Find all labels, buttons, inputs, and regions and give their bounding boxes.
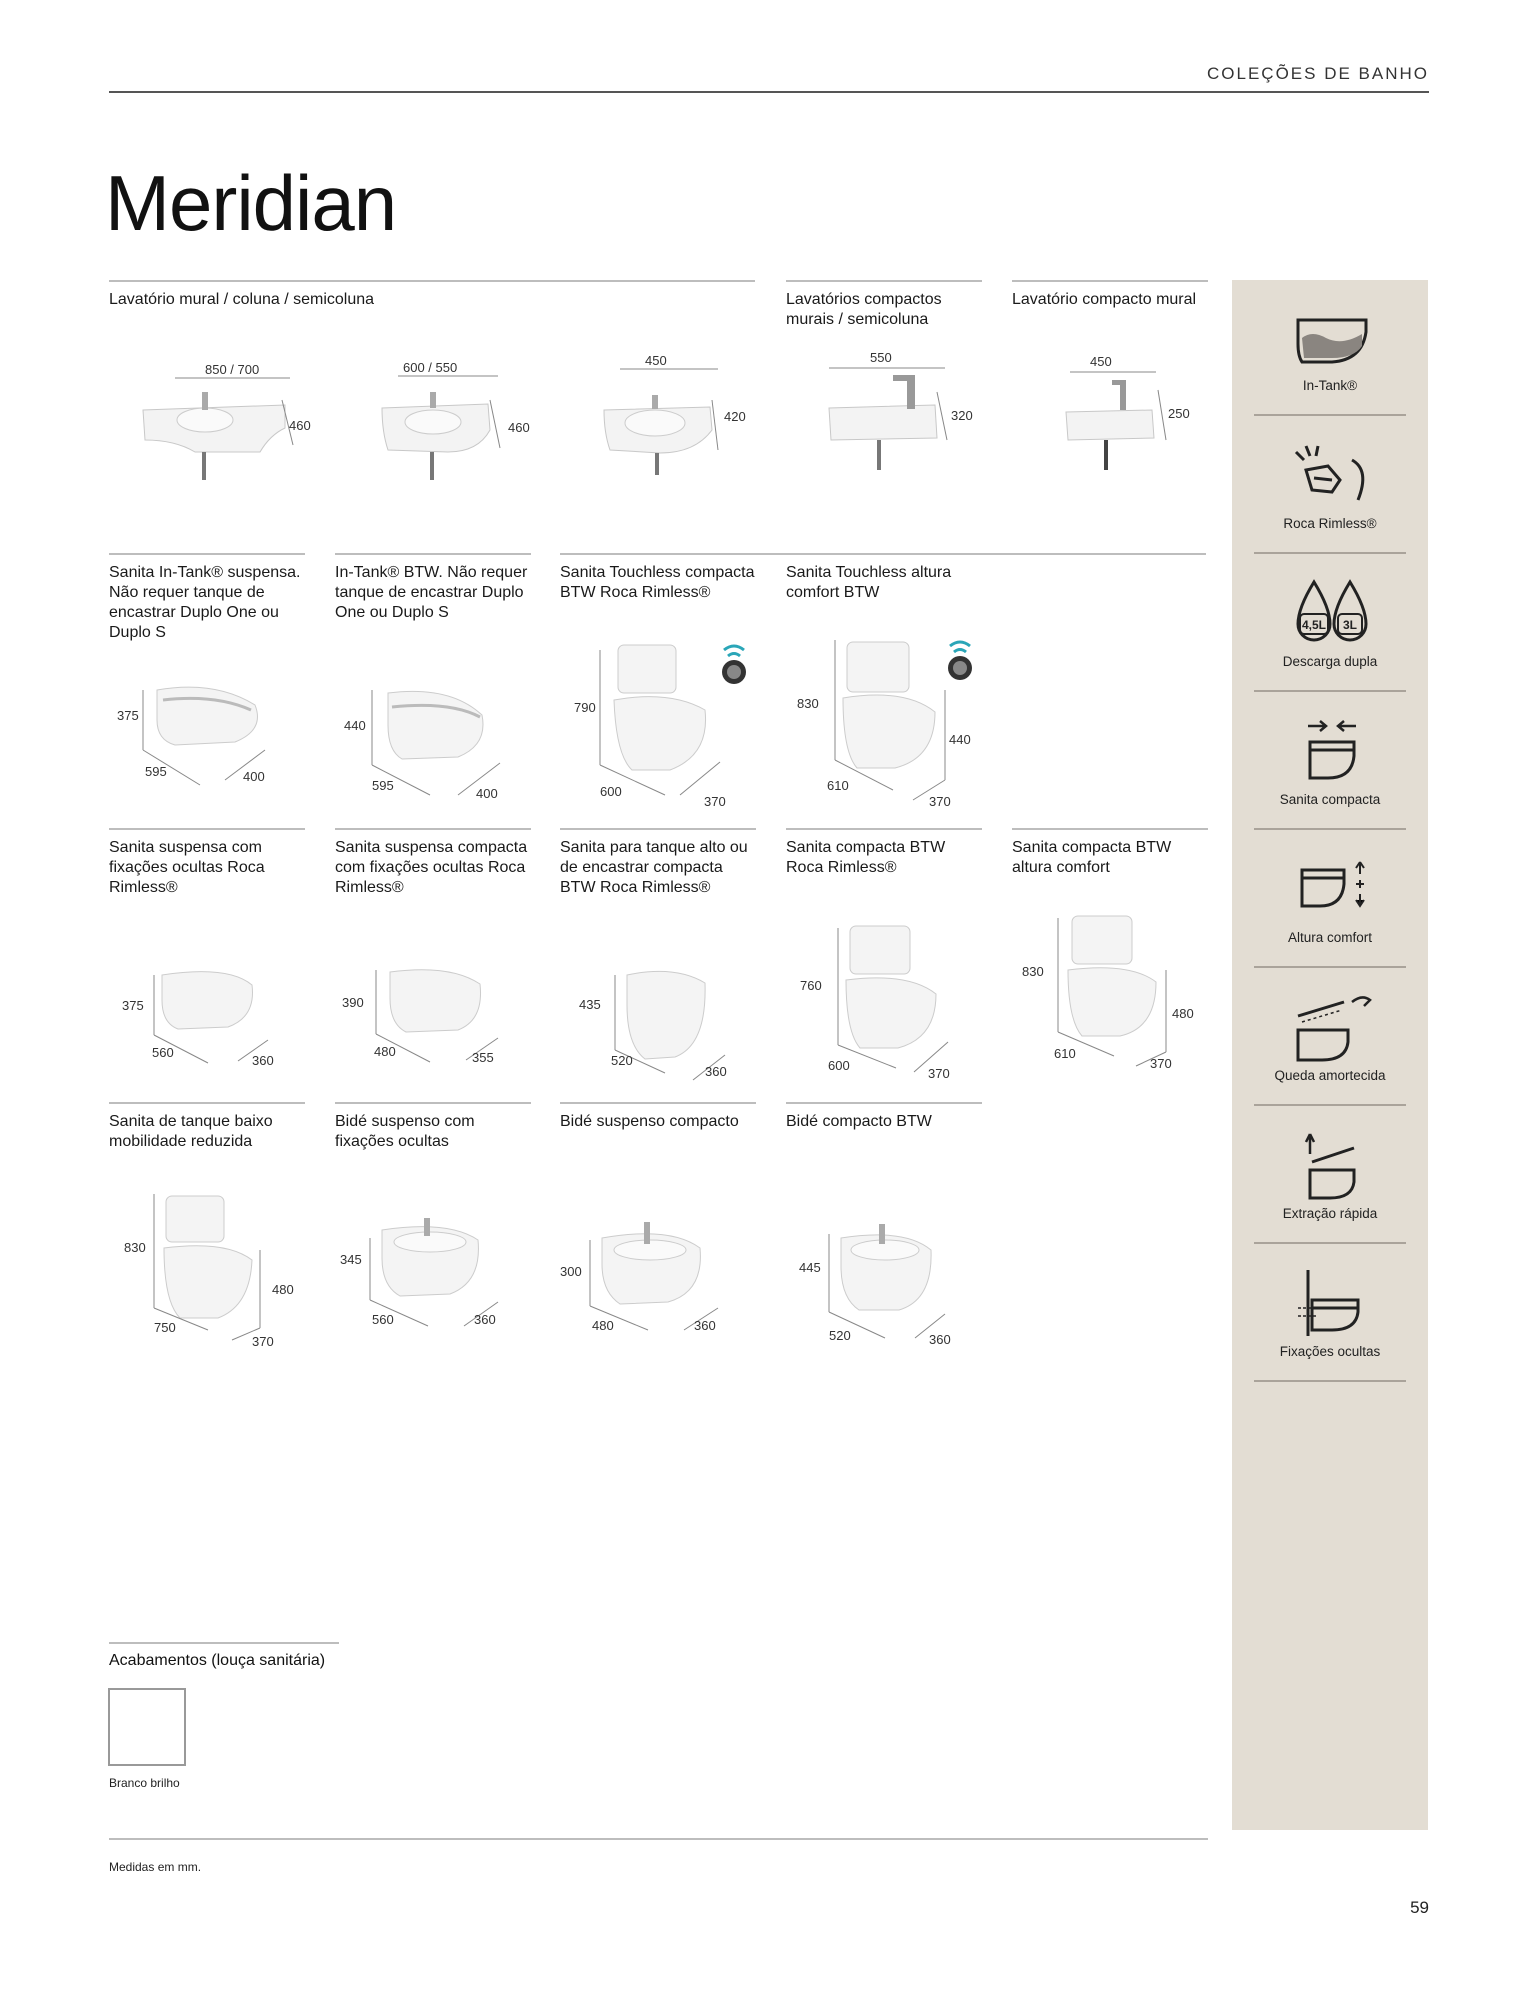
dual-flush-badge-2: 3L	[1342, 618, 1358, 632]
feature-quick-release-label: Extração rápida	[1282, 1206, 1378, 1221]
bidet-hidden-fix-drawing	[338, 1210, 528, 1340]
r3-4-w: 520	[829, 1328, 851, 1343]
feature-dual-flush	[1254, 556, 1406, 694]
r3-2-w: 560	[372, 1312, 394, 1327]
feature-rimless-label: Roca Rimless®	[1283, 516, 1377, 531]
t5-h: 375	[122, 998, 144, 1013]
basin-5-depth: 250	[1168, 406, 1190, 421]
toilet-intank-drawing	[115, 680, 305, 790]
basin-2-width: 600 / 550	[403, 360, 458, 375]
r3-1-d: 370	[252, 1334, 274, 1349]
row1-rule-3	[560, 553, 1206, 555]
toilet-high-tank-drawing	[575, 965, 765, 1090]
t9-h: 830	[1022, 964, 1044, 979]
row3-rule-2	[335, 1102, 531, 1104]
t3-h: 790	[574, 700, 596, 715]
r3-2-d: 360	[474, 1312, 496, 1327]
basin-compact-450-drawing	[1060, 352, 1220, 482]
finishes-title: Acabamentos (louça sanitária)	[109, 1652, 326, 1669]
toilet-compact-btw-drawing	[798, 920, 988, 1090]
t4-h: 830	[797, 696, 819, 711]
row3-rule-4	[786, 1102, 982, 1104]
measurement-note: Medidas em mm.	[109, 1860, 202, 1874]
toilet-reduced-mobility-label: Sanita de tanque baixo mobilidade reduzida	[109, 1113, 273, 1150]
toilet-touchless-comfort-drawing	[795, 630, 995, 810]
row2-rule-4	[786, 828, 982, 830]
basin-4-width: 550	[870, 350, 892, 365]
r3-1-h: 830	[124, 1240, 146, 1255]
r3-1-extra: 480	[272, 1282, 294, 1297]
page-title: Meridian	[105, 159, 397, 247]
t6-h: 390	[342, 995, 364, 1010]
feature-divider	[1254, 690, 1406, 692]
bidet-hidden-fix-label: Bidé suspenso com fixações ocultas	[335, 1113, 475, 1150]
toilet-reduced-mobility-drawing	[120, 1190, 310, 1355]
basin-label-4: Lavatórios compactos murais / semicoluna	[786, 291, 942, 328]
t5-w: 560	[152, 1045, 174, 1060]
toilet-intank-btw-drawing	[340, 685, 530, 800]
row2-rule-5	[1012, 828, 1208, 830]
t1-w: 595	[145, 764, 167, 779]
feature-divider	[1254, 1242, 1406, 1244]
toilet-intank-label: Sanita In-Tank® suspensa. Não requer tanque de encastrar Duplo One ou Duplo S	[109, 564, 301, 641]
footer-rule	[109, 1838, 1208, 1840]
toilet-hidden-fix-label: Sanita suspensa com fixações ocultas Roca Rimless®	[109, 839, 265, 896]
toilet-compact-btw-label: Sanita compacta BTW Roca Rimless®	[786, 839, 946, 876]
toilet-touchless-comfort-label: Sanita Touchless altura comfort BTW	[786, 564, 952, 601]
feature-soft-close-label: Queda amortecida	[1274, 1068, 1386, 1083]
feature-divider	[1254, 828, 1406, 830]
basin-850-drawing	[135, 360, 325, 490]
feature-quick-release	[1254, 1108, 1406, 1246]
t7-d: 360	[705, 1064, 727, 1079]
basin-label-1: Lavatório mural / coluna / semicoluna	[109, 291, 375, 308]
r3-3-w: 480	[592, 1318, 614, 1333]
r3-4-d: 360	[929, 1332, 951, 1347]
quick-release-icon	[1292, 1130, 1372, 1200]
row2-rule-1	[109, 828, 305, 830]
toilet-compact-hidden-fix-label: Sanita suspensa compacta com fixações ocultas Roca Rimless®	[335, 839, 528, 896]
t2-w: 595	[372, 778, 394, 793]
t4-extra: 440	[949, 732, 971, 747]
features-sidebar	[1232, 280, 1428, 1830]
t9-extra: 480	[1172, 1006, 1194, 1021]
bidet-compact-wall-drawing	[560, 1210, 750, 1345]
toilet-touchless-compact-label: Sanita Touchless compacta BTW Roca Rimless®	[560, 564, 755, 601]
toilet-intank-btw-label: In-Tank® BTW. Não requer tanque de encastrar Duplo One ou Duplo S	[335, 564, 528, 621]
finishes-rule	[109, 1642, 339, 1644]
t1-h: 375	[117, 708, 139, 723]
t4-d: 370	[929, 794, 951, 809]
t8-d: 370	[928, 1066, 950, 1081]
basin-label-5: Lavatório compacto mural	[1012, 291, 1197, 308]
toilet-hidden-fix-drawing	[118, 965, 298, 1070]
t6-d: 355	[472, 1050, 494, 1065]
bidet-compact-btw-label: Bidé compacto BTW	[786, 1113, 932, 1130]
basin-450-drawing	[600, 355, 760, 485]
r3-2-h: 345	[340, 1252, 362, 1267]
row2-rule-3	[560, 828, 756, 830]
t7-h: 435	[579, 997, 601, 1012]
basins-rule-compact-mural	[1012, 280, 1208, 282]
t3-d: 370	[704, 794, 726, 809]
r3-3-h: 300	[560, 1264, 582, 1279]
t4-w: 610	[827, 778, 849, 793]
t2-h: 440	[344, 718, 366, 733]
bidet-compact-wall-label: Bidé suspenso compacto	[560, 1113, 739, 1130]
t7-w: 520	[611, 1053, 633, 1068]
t5-d: 360	[252, 1053, 274, 1068]
basin-2-depth: 460	[508, 420, 530, 435]
page-number: 59	[1410, 1898, 1429, 1917]
row2-rule-2	[335, 828, 531, 830]
feature-compact-label: Sanita compacta	[1279, 792, 1381, 807]
feature-in-tank	[1254, 280, 1406, 418]
toilet-compact-hidden-fix-drawing	[340, 962, 530, 1072]
dual-flush-badge-1: 4,5L	[1301, 618, 1327, 632]
rimless-icon	[1292, 440, 1372, 510]
feature-in-tank-label: In-Tank®	[1302, 378, 1358, 393]
feature-soft-close	[1254, 970, 1406, 1108]
soft-close-icon	[1292, 992, 1372, 1062]
basin-3-depth: 420	[724, 409, 746, 424]
toilet-compact-btw-comfort-label: Sanita compacta BTW altura comfort	[1012, 839, 1172, 876]
t3-w: 600	[600, 784, 622, 799]
basin-5-width: 450	[1090, 354, 1112, 369]
feature-divider	[1254, 966, 1406, 968]
feature-hidden-fixings	[1254, 1246, 1406, 1384]
feature-compact	[1254, 694, 1406, 832]
t6-w: 480	[374, 1044, 396, 1059]
row3-rule-3	[560, 1102, 756, 1104]
row1-rule-2	[335, 553, 531, 555]
r3-3-d: 360	[694, 1318, 716, 1333]
basin-4-depth: 320	[951, 408, 973, 423]
feature-dual-flush-label: Descarga dupla	[1282, 654, 1378, 669]
feature-divider	[1254, 552, 1406, 554]
feature-rimless	[1254, 418, 1406, 556]
basin-600-drawing	[378, 360, 538, 490]
feature-comfort-height	[1254, 832, 1406, 970]
bidet-compact-btw-drawing	[795, 1210, 985, 1350]
basin-compact-550-drawing	[825, 350, 985, 480]
feature-divider	[1254, 1104, 1406, 1106]
in-tank-icon	[1292, 302, 1372, 372]
comfort-height-icon	[1292, 854, 1372, 924]
header-divider	[109, 91, 1429, 93]
toilet-touchless-compact-drawing	[570, 630, 770, 810]
finish-swatch-white-gloss	[108, 1688, 186, 1766]
dual-flush-icon	[1292, 578, 1372, 648]
row1-rule-1	[109, 553, 305, 555]
feature-divider	[1254, 1380, 1406, 1382]
feature-comfort-height-label: Altura comfort	[1287, 930, 1373, 945]
r3-1-w: 750	[154, 1320, 176, 1335]
basin-1-width: 850 / 700	[205, 362, 260, 377]
hidden-fixings-icon	[1292, 1268, 1372, 1338]
row3-rule-1	[109, 1102, 305, 1104]
t2-d: 400	[476, 786, 498, 800]
basins-rule-compact	[786, 280, 982, 282]
finish-swatch-name: Branco brilho	[109, 1776, 180, 1790]
t9-d: 370	[1150, 1056, 1172, 1071]
toilet-high-tank-label: Sanita para tanque alto ou de encastrar compacta BTW Roca Rimless®	[560, 839, 748, 896]
t9-w: 610	[1054, 1046, 1076, 1061]
feature-divider	[1254, 414, 1406, 416]
t8-h: 760	[800, 978, 822, 993]
toilet-compact-btw-comfort-drawing	[1020, 910, 1210, 1080]
r3-4-h: 445	[799, 1260, 821, 1275]
basin-1-depth: 460	[289, 418, 311, 433]
t1-d: 400	[243, 769, 265, 784]
basin-3-width: 450	[645, 355, 667, 368]
feature-hidden-fixings-label: Fixações ocultas	[1279, 1344, 1381, 1359]
section-label: COLEÇÕES DE BANHO	[1207, 64, 1429, 83]
compact-icon	[1292, 716, 1372, 786]
t8-w: 600	[828, 1058, 850, 1073]
basins-rule-main	[109, 280, 755, 282]
